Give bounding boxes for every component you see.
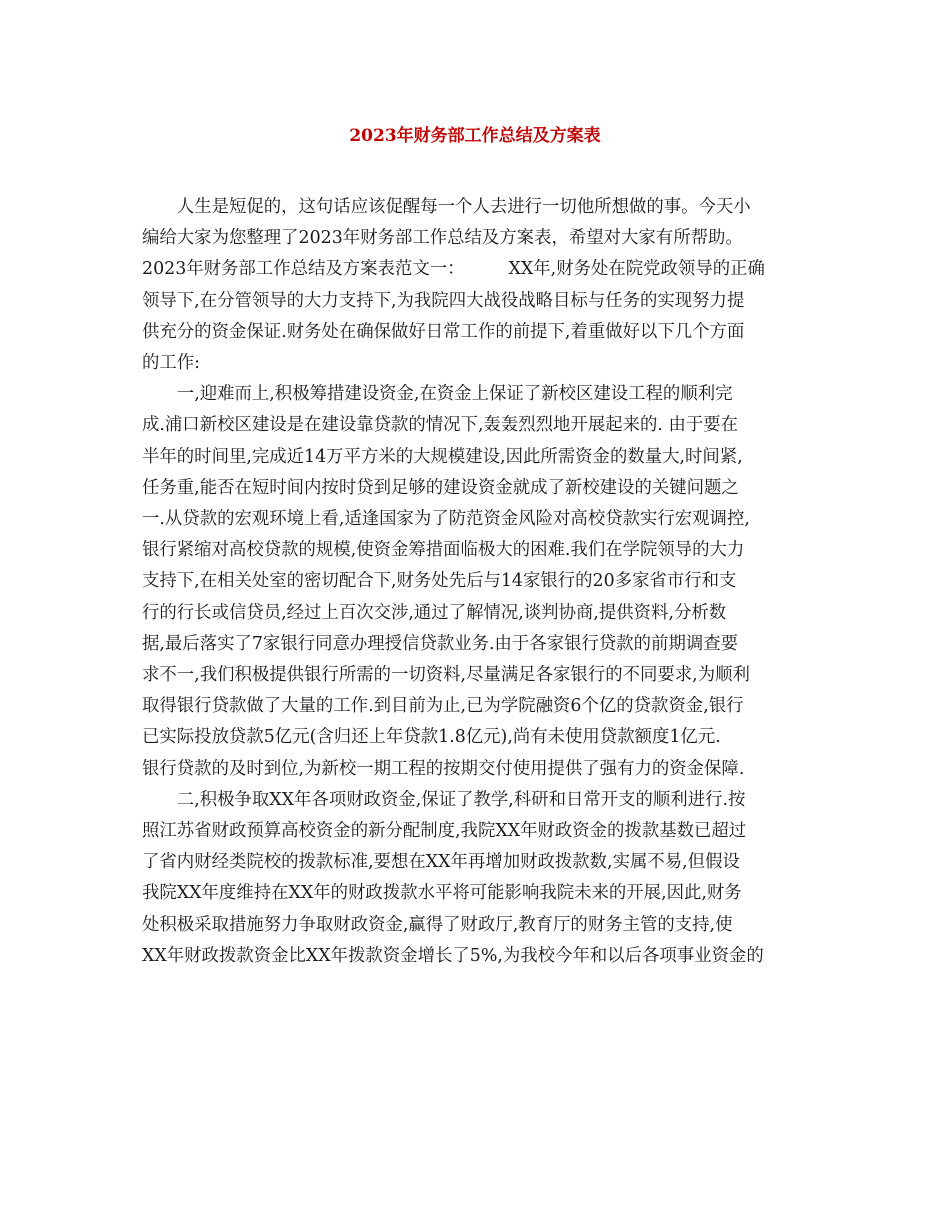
text-line: 银行紧缩对高校贷款的规模,使资金筹措面临极大的困难.我们在学院领导的大力 bbox=[142, 540, 745, 561]
text-line: 处积极采取措施努力争取财政资金,赢得了财政厅,教育厅的财务主管的支持,使 bbox=[142, 914, 733, 935]
text-line: 人生是短促的，这句话应该促醒每一个人去进行一切他所想做的事。今天小 bbox=[176, 197, 751, 217]
paragraph-one bbox=[142, 379, 814, 785]
document-title: 2023年财务部工作总结及方案表 bbox=[349, 126, 601, 146]
text-line: XX年财政拨款资金比XX年拨款资金增长了5%,为我校今年和以后各项事业资金的 bbox=[142, 945, 764, 966]
text-line: 领导下,在分管领导的大力支持下,为我院四大战役战略目标与任务的实现努力提 bbox=[142, 290, 745, 311]
text-line: 取得银行贷款做了大量的工作.到目前为止,已为学院融资6个亿的贷款资金,银行 bbox=[142, 696, 744, 717]
text-line: 据,最后落实了7家银行同意办理授信贷款业务.由于各家银行贷款的前期调查要 bbox=[142, 633, 739, 654]
text-line: 了省内财经类院校的拨款标准,要想在XX年再增加财政拨款数,实属不易,但假设 bbox=[142, 852, 740, 873]
paragraph-intro bbox=[142, 192, 814, 379]
text-line: 任务重,能否在短时间内按时贷到足够的建设资金就成了新校建设的关键问题之 bbox=[142, 477, 739, 498]
text-line: 行的行长或信贷员,经过上百次交涉,通过了解情况,谈判协商,提供资料,分析数 bbox=[142, 602, 727, 623]
text-line: 一,迎难而上,积极筹措建设资金,在资金上保证了新校区建设工程的顺利完 bbox=[176, 384, 733, 405]
text-line: 二,积极争取XX年各项财政资金,保证了教学,科研和日常开支的顺利进行.按 bbox=[176, 789, 746, 810]
text-line: 半年的时间里,完成近14万平方米的大规模建设,因此所需资金的数量大,时间紧, bbox=[142, 446, 743, 467]
text-line: 求不一,我们积极提供银行所需的一切资料,尽量满足各家银行的不同要求,为顺利 bbox=[142, 665, 750, 686]
text-line: 已实际投放贷款5亿元(含归还上年贷款1.8亿元),尚有未使用贷款额度1亿元. bbox=[142, 727, 721, 748]
text-line: 一.从贷款的宏观环境上看,适逢国家为了防范资金风险对高校贷款实行宏观调控, bbox=[142, 509, 750, 530]
paragraph-two bbox=[142, 785, 814, 972]
text-line: 我院XX年度维持在XX年的财政拨款水平将可能影响我院未来的开展,因此,财务 bbox=[142, 883, 742, 904]
text-line: 支持下,在相关处室的密切配合下,财务处先后与14家银行的20多家省市行和支 bbox=[142, 571, 737, 592]
text-line: 的工作: bbox=[142, 353, 201, 374]
text-line: 成.浦口新校区建设是在建设靠贷款的情况下,轰轰烈烈地开展起来的. 由于要在 bbox=[142, 415, 739, 436]
text-line: 银行贷款的及时到位,为新校一期工程的按期交付使用提供了强有力的资金保障. bbox=[142, 758, 745, 779]
text-line-combined bbox=[107, 254, 814, 285]
document-body bbox=[142, 192, 814, 972]
text-line: 供充分的资金保证.财务处在确保做好日常工作的前提下,着重做好以下几个方面 bbox=[142, 321, 745, 342]
text-line-tail: XX年,财务处在院党政领导的正确 bbox=[508, 259, 765, 280]
text-line-head: 2023年财务部工作总结及方案表范文一： bbox=[142, 259, 465, 280]
text-line: 照江苏省财政预算高校资金的新分配制度,我院XX年财政资金的拨款基数已超过 bbox=[142, 821, 747, 842]
text-line: 编给大家为您整理了2023年财务部工作总结及方案表，希望对大家有所帮助。 bbox=[142, 228, 743, 249]
